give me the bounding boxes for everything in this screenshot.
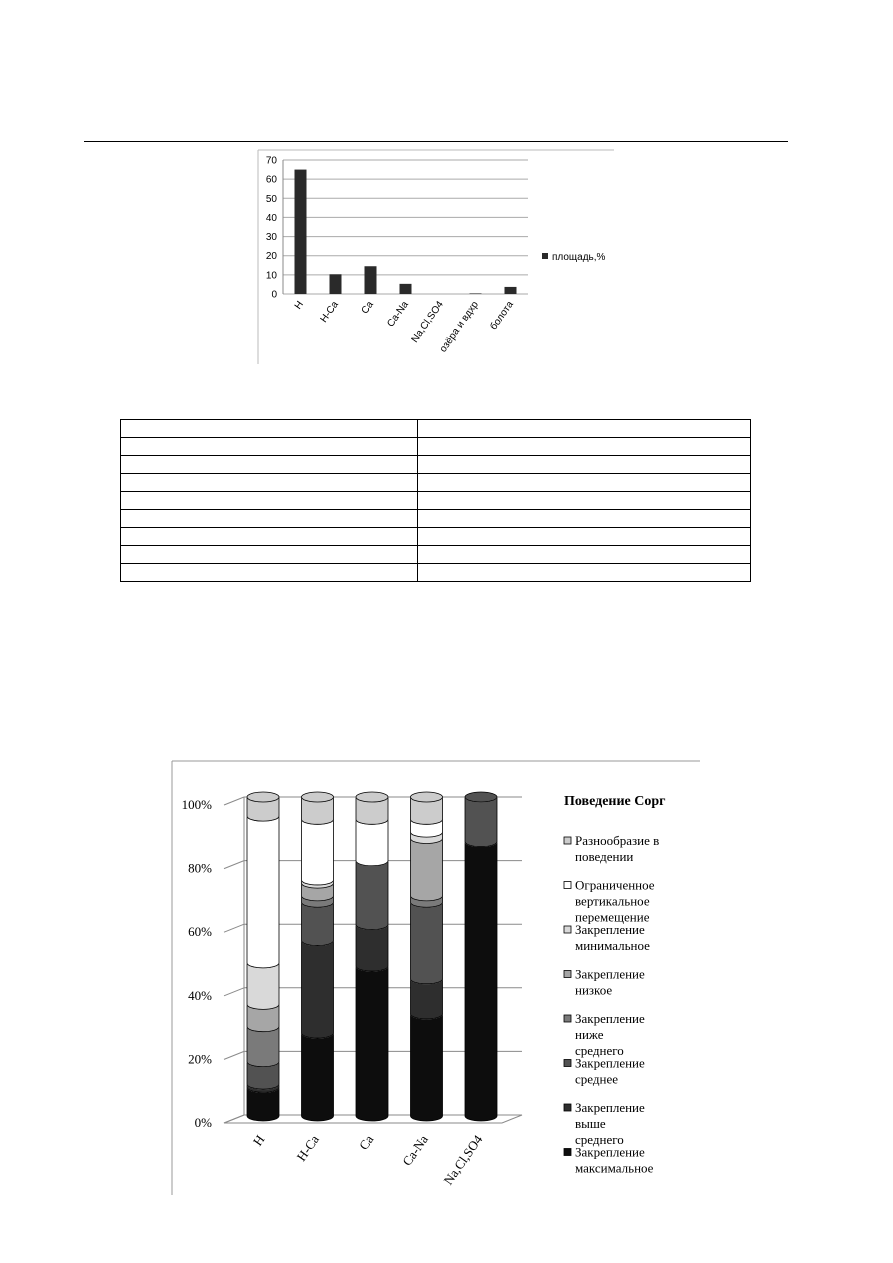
table-row — [121, 510, 751, 528]
x-tick-label: Ca — [355, 1132, 377, 1153]
cylinder-segment — [356, 966, 388, 1121]
gridline-side — [224, 988, 244, 996]
bar — [365, 266, 377, 294]
legend-swatch — [564, 882, 571, 889]
legend-label: Закрепление минимальное — [575, 922, 650, 953]
x-tick-label: Ca — [359, 299, 376, 317]
bar — [295, 170, 307, 294]
cylinder-segment — [247, 1027, 279, 1067]
table-cell — [418, 564, 751, 582]
x-tick-label: Ca-Na — [399, 1132, 431, 1169]
legend-label: Закрепление выше среднего — [575, 1100, 645, 1147]
y-tick-label: 0 — [271, 289, 277, 301]
y-tick-label: 40 — [265, 212, 277, 224]
cylinder-top — [465, 792, 497, 802]
cylinder-segment — [411, 1014, 443, 1121]
legend-label: Закрепление среднее — [575, 1055, 645, 1087]
legend-swatch — [564, 1060, 571, 1067]
legend-swatch — [564, 1104, 571, 1111]
y-tick-label: 40% — [188, 987, 212, 1003]
table-cell — [121, 474, 418, 492]
area-bar-chart — [256, 148, 616, 364]
empty-table — [120, 419, 751, 582]
y-tick-label: 50 — [265, 193, 277, 205]
x-tick-label: H-Ca — [293, 1132, 322, 1164]
table-cell — [121, 510, 418, 528]
legend-label: Закрепление ниже среднего — [575, 1011, 645, 1058]
y-tick-label: 0% — [194, 1115, 212, 1130]
legend-swatch — [564, 837, 571, 844]
legend-swatch — [542, 253, 548, 259]
cylinder-top — [247, 792, 279, 802]
x-tick-label: болота — [488, 299, 516, 333]
y-tick-label: 80% — [188, 860, 212, 876]
bar — [330, 274, 342, 294]
table-cell — [418, 456, 751, 474]
legend-label: Разнообразие в поведении — [575, 833, 660, 864]
table-cell — [121, 456, 418, 474]
table-row — [121, 420, 751, 438]
legend-label: площадь,% — [552, 252, 606, 263]
legend-swatch — [564, 1015, 571, 1022]
cylinder-segment — [302, 902, 334, 945]
table-cell — [121, 492, 418, 510]
table-row — [121, 546, 751, 564]
table-row — [121, 438, 751, 456]
cylinder-segment — [465, 797, 497, 847]
y-tick-label: 60 — [265, 174, 277, 186]
y-tick-label: 30 — [265, 232, 277, 244]
cylinder-segment — [356, 819, 388, 865]
table-cell — [418, 420, 751, 438]
table-row — [121, 528, 751, 546]
gridline-side — [224, 861, 244, 869]
y-tick-label: 10 — [265, 270, 277, 282]
gridline-side — [224, 797, 244, 805]
table-cell — [121, 564, 418, 582]
cylinder-segment — [302, 1033, 334, 1121]
legend-swatch — [564, 971, 571, 978]
x-tick-label: H-Ca — [318, 299, 341, 325]
legend-label: Ограниченное вертикальное перемещение — [575, 877, 655, 925]
gridline-side — [224, 1051, 244, 1059]
x-tick-label: Na,Cl,SO4 — [440, 1132, 486, 1188]
horizontal-rule — [84, 141, 788, 142]
table-cell — [418, 528, 751, 546]
legend-swatch — [564, 1149, 571, 1156]
cylinder-segment — [302, 819, 334, 885]
bar — [400, 284, 412, 294]
x-tick-label: Na,Cl,SO4 — [409, 299, 446, 345]
y-tick-label: 20% — [188, 1051, 212, 1067]
table-row — [121, 564, 751, 582]
table-row — [121, 456, 751, 474]
cylinder-segment — [247, 963, 279, 1009]
y-tick-label: 100% — [181, 797, 212, 812]
cylinder-segment — [411, 979, 443, 1019]
legend-label: Закрепление низкое — [575, 966, 645, 998]
cylinder-top — [302, 792, 334, 802]
cylinder-segment — [356, 861, 388, 930]
x-tick-label: Ca-Na — [385, 299, 411, 330]
y-tick-label: 20 — [265, 251, 277, 263]
table-cell — [418, 438, 751, 456]
table-cell — [418, 510, 751, 528]
table-row — [121, 492, 751, 510]
cylinder-segment — [411, 838, 443, 900]
cylinder-segment — [302, 941, 334, 1039]
x-tick-label: H — [292, 299, 306, 312]
table-cell — [418, 546, 751, 564]
corg-behavior-stacked-chart — [170, 759, 702, 1195]
bar — [505, 287, 517, 294]
table-cell — [418, 492, 751, 510]
cylinder-segment — [411, 902, 443, 984]
table-cell — [121, 528, 418, 546]
cylinder-top — [356, 792, 388, 802]
cylinder-segment — [465, 842, 497, 1121]
bar — [470, 293, 482, 294]
table-cell — [121, 420, 418, 438]
legend-swatch — [564, 926, 571, 933]
table-cell — [418, 474, 751, 492]
table-cell — [121, 546, 418, 564]
cylinder-top — [411, 792, 443, 802]
x-tick-label: H — [249, 1132, 268, 1149]
cylinder-segment — [356, 925, 388, 971]
table-cell — [121, 438, 418, 456]
gridline-side — [224, 924, 244, 932]
legend-title: Поведение Сорг — [564, 794, 666, 809]
legend-label: Закрепление максимальное — [575, 1144, 654, 1176]
cylinder-segment — [247, 816, 279, 968]
x-tick-label: озёра и вдхр — [437, 299, 481, 355]
y-tick-label: 60% — [188, 924, 212, 940]
y-tick-label: 70 — [265, 155, 277, 167]
table-row — [121, 474, 751, 492]
